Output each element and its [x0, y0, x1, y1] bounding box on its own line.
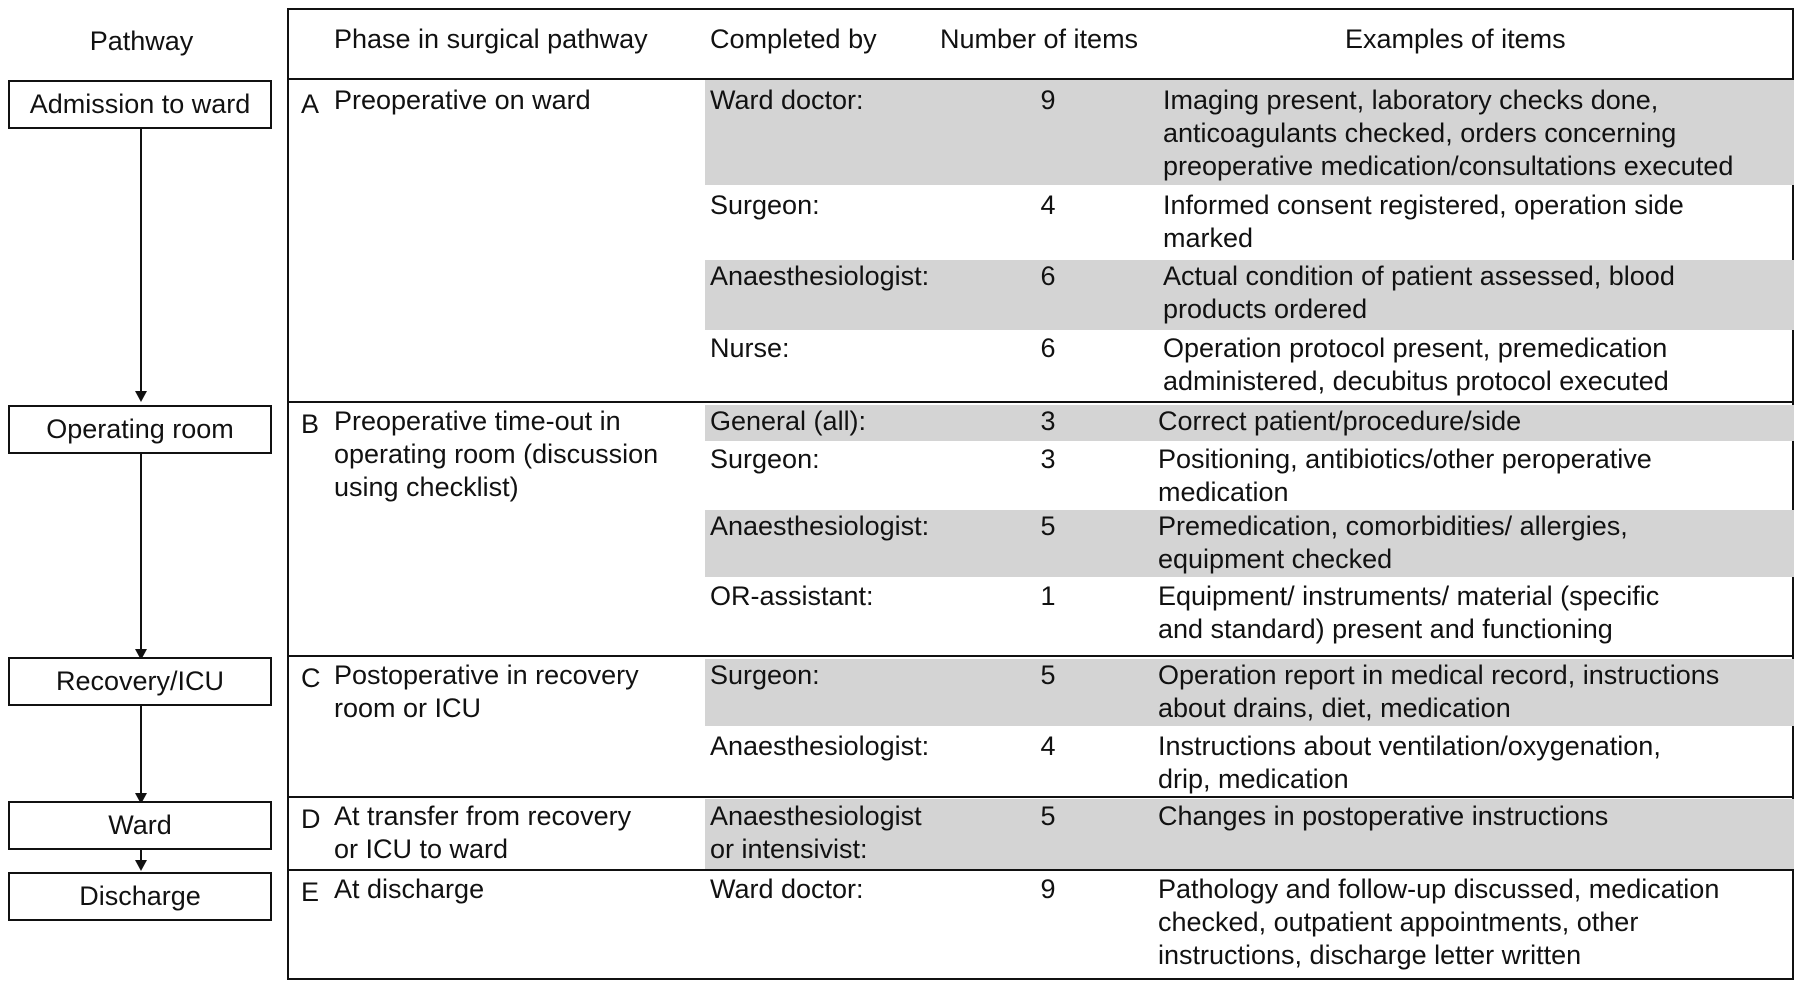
- example-line: Equipment/ instruments/ material (specific: [1158, 581, 1660, 611]
- header-rule: [287, 78, 1794, 80]
- completed-by: Anaesthesiologist: [710, 801, 922, 831]
- example-line: Positioning, antibiotics/other peroperative: [1158, 444, 1652, 474]
- item-count: 9: [1040, 85, 1056, 115]
- example-line: Changes in postoperative instructions: [1158, 801, 1609, 831]
- item-count: 4: [1040, 190, 1056, 220]
- completed-by: Surgeon:: [710, 660, 820, 690]
- completed-by: Nurse:: [710, 333, 790, 363]
- section-letter: D: [301, 804, 321, 834]
- phase-label: or ICU to ward: [334, 834, 509, 864]
- example-line: drip, medication: [1158, 764, 1349, 794]
- section-rule: [287, 869, 1794, 871]
- item-count: 6: [1040, 333, 1056, 363]
- example-line: checked, outpatient appointments, other: [1158, 907, 1639, 937]
- section-letter: B: [301, 409, 320, 439]
- item-count: 1: [1040, 581, 1056, 611]
- example-line: medication: [1158, 477, 1289, 507]
- step-discharge: Discharge: [8, 872, 272, 921]
- item-count: 4: [1040, 731, 1056, 761]
- section-letter: E: [301, 877, 320, 907]
- completed-by: OR-assistant:: [710, 581, 874, 611]
- section-letter: C: [301, 663, 321, 693]
- completed-by: Ward doctor:: [710, 85, 864, 115]
- completed-by: Surgeon:: [710, 444, 820, 474]
- item-count: 3: [1040, 406, 1056, 436]
- phase-label: At discharge: [334, 874, 485, 904]
- phase-label: room or ICU: [334, 693, 482, 723]
- section-rule: [287, 796, 1794, 798]
- completed-by: Anaesthesiologist:: [710, 511, 930, 541]
- item-count: 5: [1040, 801, 1056, 831]
- phase-label: At transfer from recovery: [334, 801, 632, 831]
- example-line: Operation protocol present, premedication: [1163, 333, 1668, 363]
- phase-label: Preoperative time-out in: [334, 406, 621, 436]
- phase-label: Preoperative on ward: [334, 85, 591, 115]
- section-letter: A: [301, 89, 320, 119]
- item-count: 9: [1040, 874, 1056, 904]
- example-line: Operation report in medical record, instructions: [1158, 660, 1720, 690]
- example-line: instructions, discharge letter written: [1158, 940, 1582, 970]
- example-line: Premedication, comorbidities/ allergies,: [1158, 511, 1628, 541]
- example-line: Imaging present, laboratory checks done,: [1163, 85, 1659, 115]
- example-line: about drains, diet, medication: [1158, 693, 1511, 723]
- completed-by: General (all):: [710, 406, 867, 436]
- phase-label: using checklist): [334, 472, 519, 502]
- example-line: and standard) present and functioning: [1158, 614, 1613, 644]
- pathway-title: Pathway: [89, 26, 194, 56]
- example-line: equipment checked: [1158, 544, 1393, 574]
- section-rule: [287, 401, 1794, 403]
- item-count: 6: [1040, 261, 1056, 291]
- example-line: Pathology and follow-up discussed, medication: [1158, 874, 1720, 904]
- example-line: marked: [1163, 223, 1254, 253]
- completed-by: Surgeon:: [710, 190, 820, 220]
- step-admission-to-ward: Admission to ward: [8, 80, 272, 129]
- example-line: administered, decubitus protocol executed: [1163, 366, 1669, 396]
- example-line: Actual condition of patient assessed, blood: [1163, 261, 1675, 291]
- item-count: 5: [1040, 660, 1056, 690]
- example-line: Correct patient/procedure/side: [1158, 406, 1522, 436]
- header-completed-by: Completed by: [710, 24, 877, 54]
- phase-label: operating room (discussion: [334, 439, 659, 469]
- item-count: 5: [1040, 511, 1056, 541]
- completed-by: or intensivist:: [710, 834, 868, 864]
- example-line: preoperative medication/consultations executed: [1163, 151, 1734, 181]
- completed-by: Anaesthesiologist:: [710, 261, 930, 291]
- header-number-of-items: Number of items: [940, 24, 1139, 54]
- section-rule: [287, 655, 1794, 657]
- example-line: anticoagulants checked, orders concerning: [1163, 118, 1677, 148]
- step-operating-room: Operating room: [8, 405, 272, 454]
- completed-by: Anaesthesiologist:: [710, 731, 930, 761]
- item-count: 3: [1040, 444, 1056, 474]
- step-recovery-icu: Recovery/ICU: [8, 657, 272, 706]
- header-phase: Phase in surgical pathway: [334, 24, 648, 54]
- completed-by: Ward doctor:: [710, 874, 864, 904]
- example-line: products ordered: [1163, 294, 1368, 324]
- example-line: Instructions about ventilation/oxygenation,: [1158, 731, 1661, 761]
- phase-label: Postoperative in recovery: [334, 660, 639, 690]
- example-line: Informed consent registered, operation side: [1163, 190, 1684, 220]
- step-ward: Ward: [8, 801, 272, 850]
- header-examples: Examples of items: [1345, 24, 1566, 54]
